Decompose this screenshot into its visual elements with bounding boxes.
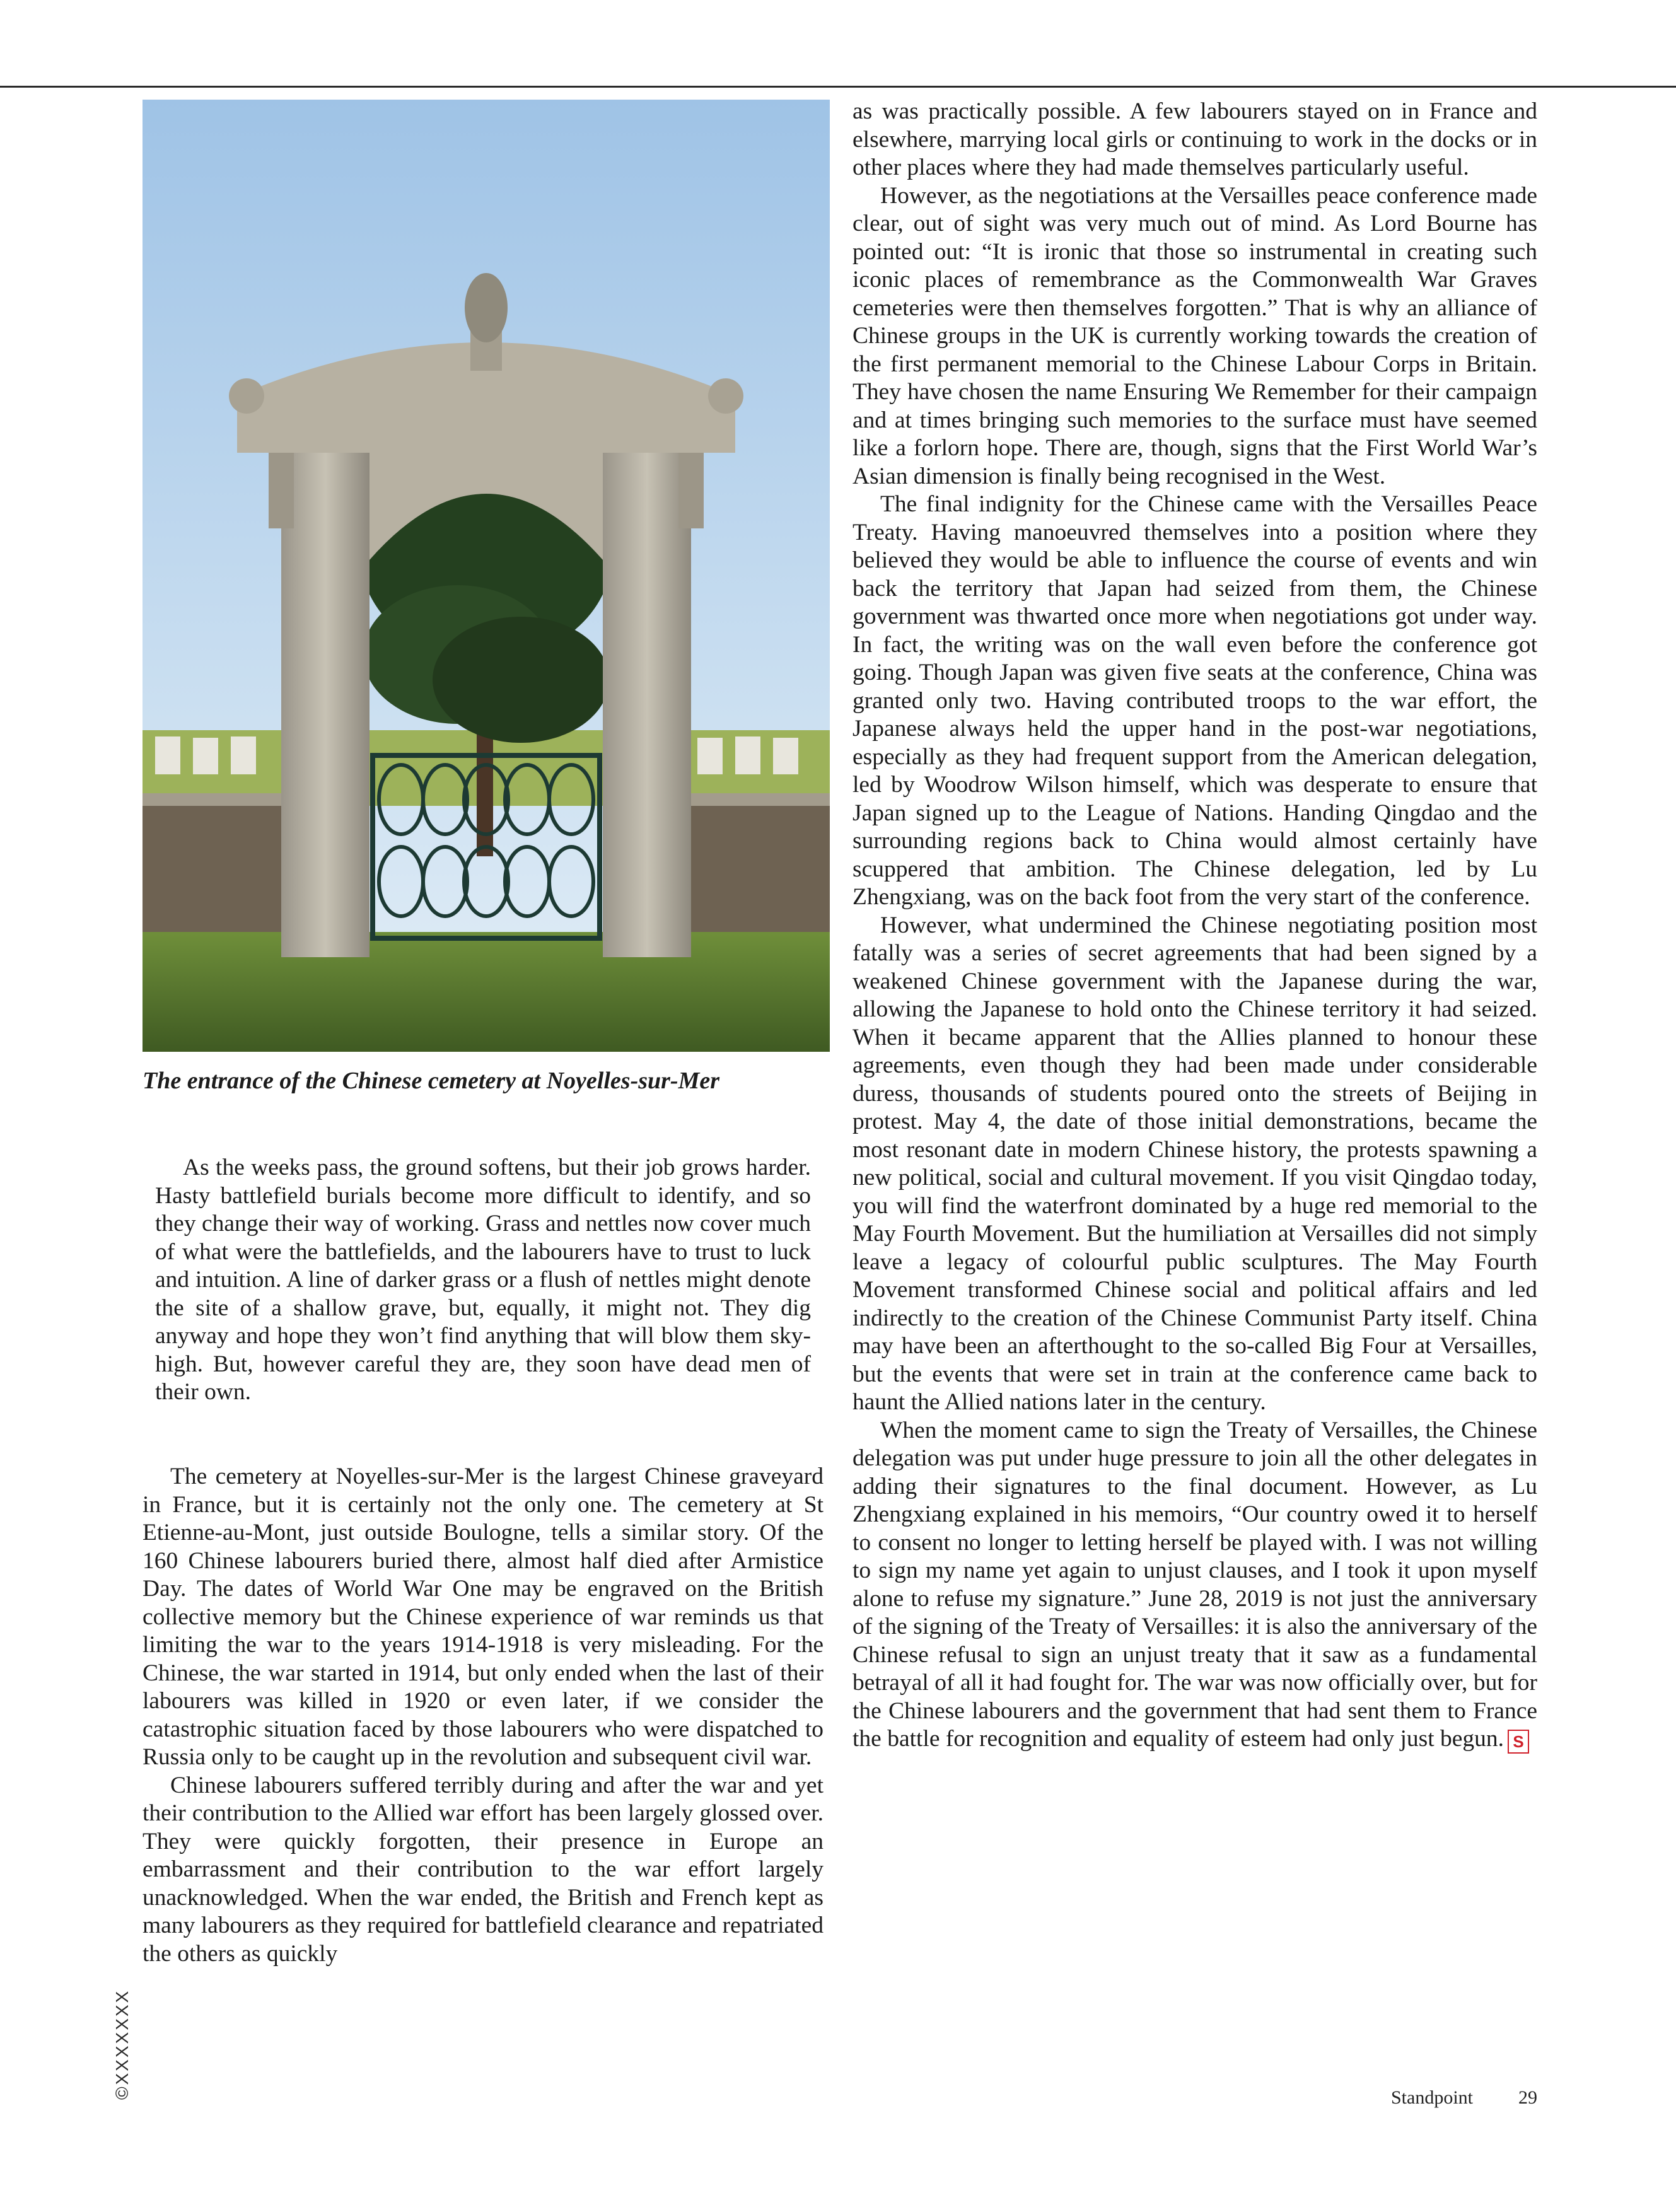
magazine-name: Standpoint <box>1390 2087 1473 2108</box>
paragraph: The final indignity for the Chinese came with the Versailles Peace Treaty. Having manoeuvred themselves into a position where they believed they would be able to influence the course of events and win back the territory that Japan had seized from them, the Chinese government was thwarted once more when negotiations got under way. In fact, the writing was on the wall even before the conference got going. Though Japan was given five seats at the conference, China was granted only two. Having contributed troops to the war effort, the Japanese always held the upper hand in the post-war negotiations, especially as they had frequent support from the American delegation, led by Woodrow Wilson himself, which was desperate to ensure that Japan signed up to the League of Nations. Handing Qingdao and the surrounding regions back to China would almost certainly have scuppered that ambition. The Chinese delegation, led by Lu Zhengxiang, was on the back foot from the very start of the conference. <box>853 491 1537 910</box>
photo-credit: ©XXXXXXX <box>112 1989 132 2100</box>
paragraph: However, as the negotiations at the Versailles peace conference made clear, out of sight was very much out of mind. As Lord Bourne has pointed out: “It is ironic that those so instrumental in creating such iconic places of remembrance as the Commonwealth War Graves cemeteries were then themselves forgotten.” That is why an alliance of Chinese groups in the UK is currently working towards the creation of the first permanent memorial to the Chinese Labour Corps in Britain. They have chosen the name Ensuring We Remember for their campaign and at times bringing such memories to the surface must have seemed like a forlorn hope. There are, though, signs that the First World War’s Asian dimension is finally being recognised in the West. <box>853 182 1537 489</box>
paragraph: The cemetery at Noyelles-sur-Mer is the largest Chinese graveyard in France, but it is certainly not the only one. The cemetery at St Etienne-au-Mont, just outside Boulogne, tells a similar story. Of the 160 Chinese labourers buried there, almost half died after Armistice Day. The dates of World War One may be engraved on the British collective memory but the Chinese experience of war reminds us that limiting the war to the years 1914-1918 is very misleading. For the Chinese, the war started in 1914, but only ended when the last of their labourers was killed in 1920 or even later, if we consider the catastrophic situation faced by those labourers who were dispatched to Russia only to be caught up in the revolution and subsequent civil war. <box>143 1464 823 1770</box>
paragraph: as was practically possible. A few labourers stayed on in France and elsewhere, marrying local girls or continuing to work in the docks or in other places where they had made themselves particularly useful. <box>853 98 1537 180</box>
page-footer <box>1362 2087 1537 2109</box>
photo-caption: The entrance of the Chinese cemetery at Noyelles-sur-Mer <box>143 1068 720 1094</box>
cemetery-gate-illustration <box>143 100 830 1052</box>
top-rule <box>0 86 1676 88</box>
left-column-bottom <box>143 1463 823 1968</box>
paragraph-last <box>853 1417 1537 1754</box>
paragraph: As the weeks pass, the ground softens, but their job grows harder. Hasty battlefield burials become more difficult to identify, and so they change their way of working. Grass and nettles now cover much of what were the battlefields, and the labourers have to trust to luck and intuition. A line of darker grass or a flush of nettles might denote the site of a shallow grave, but, equally, it might not. They dig anyway and hope they won’t find anything that will blow them sky-high. But, however careful they are, they soon have dead men of their own. <box>155 1155 811 1405</box>
end-mark-icon: S <box>1508 1730 1529 1754</box>
paragraph-text: When the moment came to sign the Treaty of Versailles, the Chinese delegation was put under huge pressure to join all the other delegates in adding their signatures to the final document. However, as Lu Zhengxiang explained in his memoirs, “Our country owed it to herself to consent no longer to letting herself be played with. I was not willing to sign my name yet again to unjust clauses, and I took it upon myself alone to refuse my signature.” June 28, 2019 is not just the anniversary of the signing of the Treaty of Versailles: it is also the anniversary of the Chinese refusal to sign an unjust treaty that it saw as a fundamental betrayal of all it had fought for. The war was now officially over, but for the Chinese labourers and the government that had sent them to France the battle for recognition and equality of esteem had only just begun. <box>853 1417 1537 1752</box>
cemetery-gate-photo <box>143 100 830 1052</box>
right-column <box>853 98 1537 1754</box>
left-column-top <box>155 1154 811 1407</box>
page-number: 29 <box>1518 2087 1537 2108</box>
paragraph: However, what undermined the Chinese negotiating position most fatally was a series of secret agreements that had been signed by a weakened Chinese government with the Japanese during the war, allowing the Japanese to hold onto the Chinese territory it had seized. When it became apparent that the Allies planned to honour these agreements, even though they had been made under considerable duress, thousands of students poured onto the streets of Beijing in protest. May 4, the date of those initial demonstrations, became the most resonant date in modern Chinese history, the protests spawning a new political, social and cultural movement. If you visit Qingdao today, you will find the waterfront dominated by a huge red memorial to the May Fourth Movement. But the humiliation at Versailles did not simply leave a legacy of colourful public sculptures. The May Fourth Movement transformed Chinese social and political affairs and led indirectly to the creation of the Chinese Communist Party itself. China may have been an afterthought to the so-called Big Four at Versailles, but the events that were set in train at the conference came back to haunt the Allied nations later in the century. <box>853 912 1537 1415</box>
paragraph: Chinese labourers suffered terribly during and after the war and yet their contribution to the Allied war effort has been largely glossed over. They were quickly forgotten, their presence in Europe an embarrassment and their contribution to the war effort largely unacknowledged. When the war ended, the British and French kept as many labourers as they required for battlefield clearance and repatriated the others as quickly <box>143 1772 823 1967</box>
